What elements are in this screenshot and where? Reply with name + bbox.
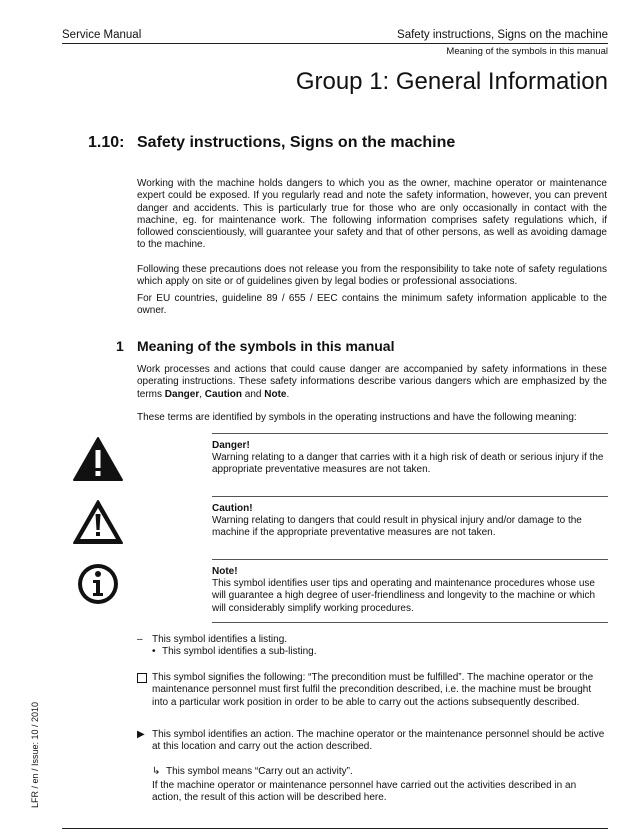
- header-subtitle: Meaning of the symbols in this manual: [446, 46, 608, 57]
- precondition-text: This symbol signifies the following: “The precondition must be fulfilled”. The machine operator or the maintenance personnel must first fulfil the precondition described, i.e. the machine must be brought into a particular work position in order to be able to carry out the actions subsequently described.: [152, 672, 594, 708]
- danger-triangle-filled-icon: [72, 436, 124, 482]
- info-circle-icon: [76, 562, 120, 606]
- section-paragraph-2: Following these precautions does not release you from the responsibility to take note of safety regulations which apply on site or of guidelines given by legal bodies or professional associations.: [137, 264, 607, 288]
- notice-rule-note: [212, 559, 608, 560]
- action-text: This symbol identifies an action. The machine operator or the maintenance personnel should be active at this location and carry out the action described.: [152, 729, 605, 753]
- notice-rule-caution: [212, 496, 608, 497]
- notice-text-note: This symbol identifies user tips and operating and maintenance procedures whose use will guarantee a high degree of user-friendliness and longevity to the machine or which will considerably simplify working procedures.: [212, 578, 596, 614]
- section-paragraph-3: For EU countries, guideline 89 / 655 / EEC contains the minimum safety information applicable to the owner.: [137, 293, 607, 317]
- issue-side-text: LFR / en / Issue: 10 / 2010: [30, 701, 40, 808]
- subsection-intro-2: These terms are identified by symbols in the operating instructions and have the following meaning:: [137, 412, 577, 423]
- group-title: Group 1: General Information: [295, 68, 608, 95]
- section-paragraph-1: Working with the machine holds dangers to which you as the owner, machine operator or maintenance expert could be exposed. If you regularly read and note the safety information, however, you can prevent danger and accidents. This is particularly true for those who are only occasionally in contact with the machine, eg. for maintenance work. The following information comprises safety regulations which, if followed conscientiously, will guarantee your safety and that of other persons, as well as avoiding damage to the machine.: [137, 178, 607, 251]
- footer-rule: [62, 828, 608, 829]
- section-number: 1.10:: [88, 134, 125, 151]
- subsection-intro: Work processes and actions that could cause danger are accompanied by safety informations in these operating instructions. These safety informations describe various dangers which are emphasized by the terms Danger, Caution and Note.: [137, 364, 607, 400]
- notice-rule-bottom: [212, 622, 608, 623]
- list-subitem-bullet: •: [152, 646, 156, 657]
- section-title: Safety instructions, Signs on the machine: [137, 134, 456, 151]
- action-triangle-icon: ▶: [137, 729, 145, 740]
- header-rule: [62, 43, 608, 44]
- notice-text-danger: Warning relating to a danger that carries with it a high risk of death or serious injury if the appropriate preventative measures are not taken.: [212, 452, 604, 476]
- checkbox-icon: [137, 673, 147, 686]
- result-text: This symbol means “Carry out an activity”.: [166, 766, 353, 777]
- list-dash-symbol: –: [137, 634, 143, 645]
- caution-triangle-outline-icon: [72, 499, 124, 545]
- term-note: Note: [264, 388, 287, 400]
- notice-title-caution: Caution!: [212, 503, 253, 514]
- term-danger: Danger: [164, 388, 200, 400]
- list-subitem: This symbol identifies a sub-listing.: [162, 646, 317, 657]
- subsection-title: Meaning of the symbols in this manual: [137, 338, 395, 354]
- notice-rule-danger: [212, 433, 608, 434]
- header-right: Safety instructions, Signs on the machine: [397, 29, 608, 41]
- notice-text-caution: Warning relating to dangers that could result in physical injury and/or damage to the machine if the appropriate preventative measures are not taken.: [212, 515, 582, 539]
- list-item: This symbol identifies a listing.: [152, 634, 288, 645]
- header-left: Service Manual: [62, 29, 142, 41]
- result-arrow-icon: ↳: [152, 766, 161, 777]
- action-after-text: If the machine operator or maintenance personnel have carried out the activities described in an action, the result of this action will be described here.: [152, 780, 577, 804]
- notice-title-note: Note!: [212, 566, 238, 577]
- subsection-number: 1: [116, 338, 124, 354]
- term-caution: Caution: [204, 388, 243, 400]
- notice-title-danger: Danger!: [212, 440, 250, 451]
